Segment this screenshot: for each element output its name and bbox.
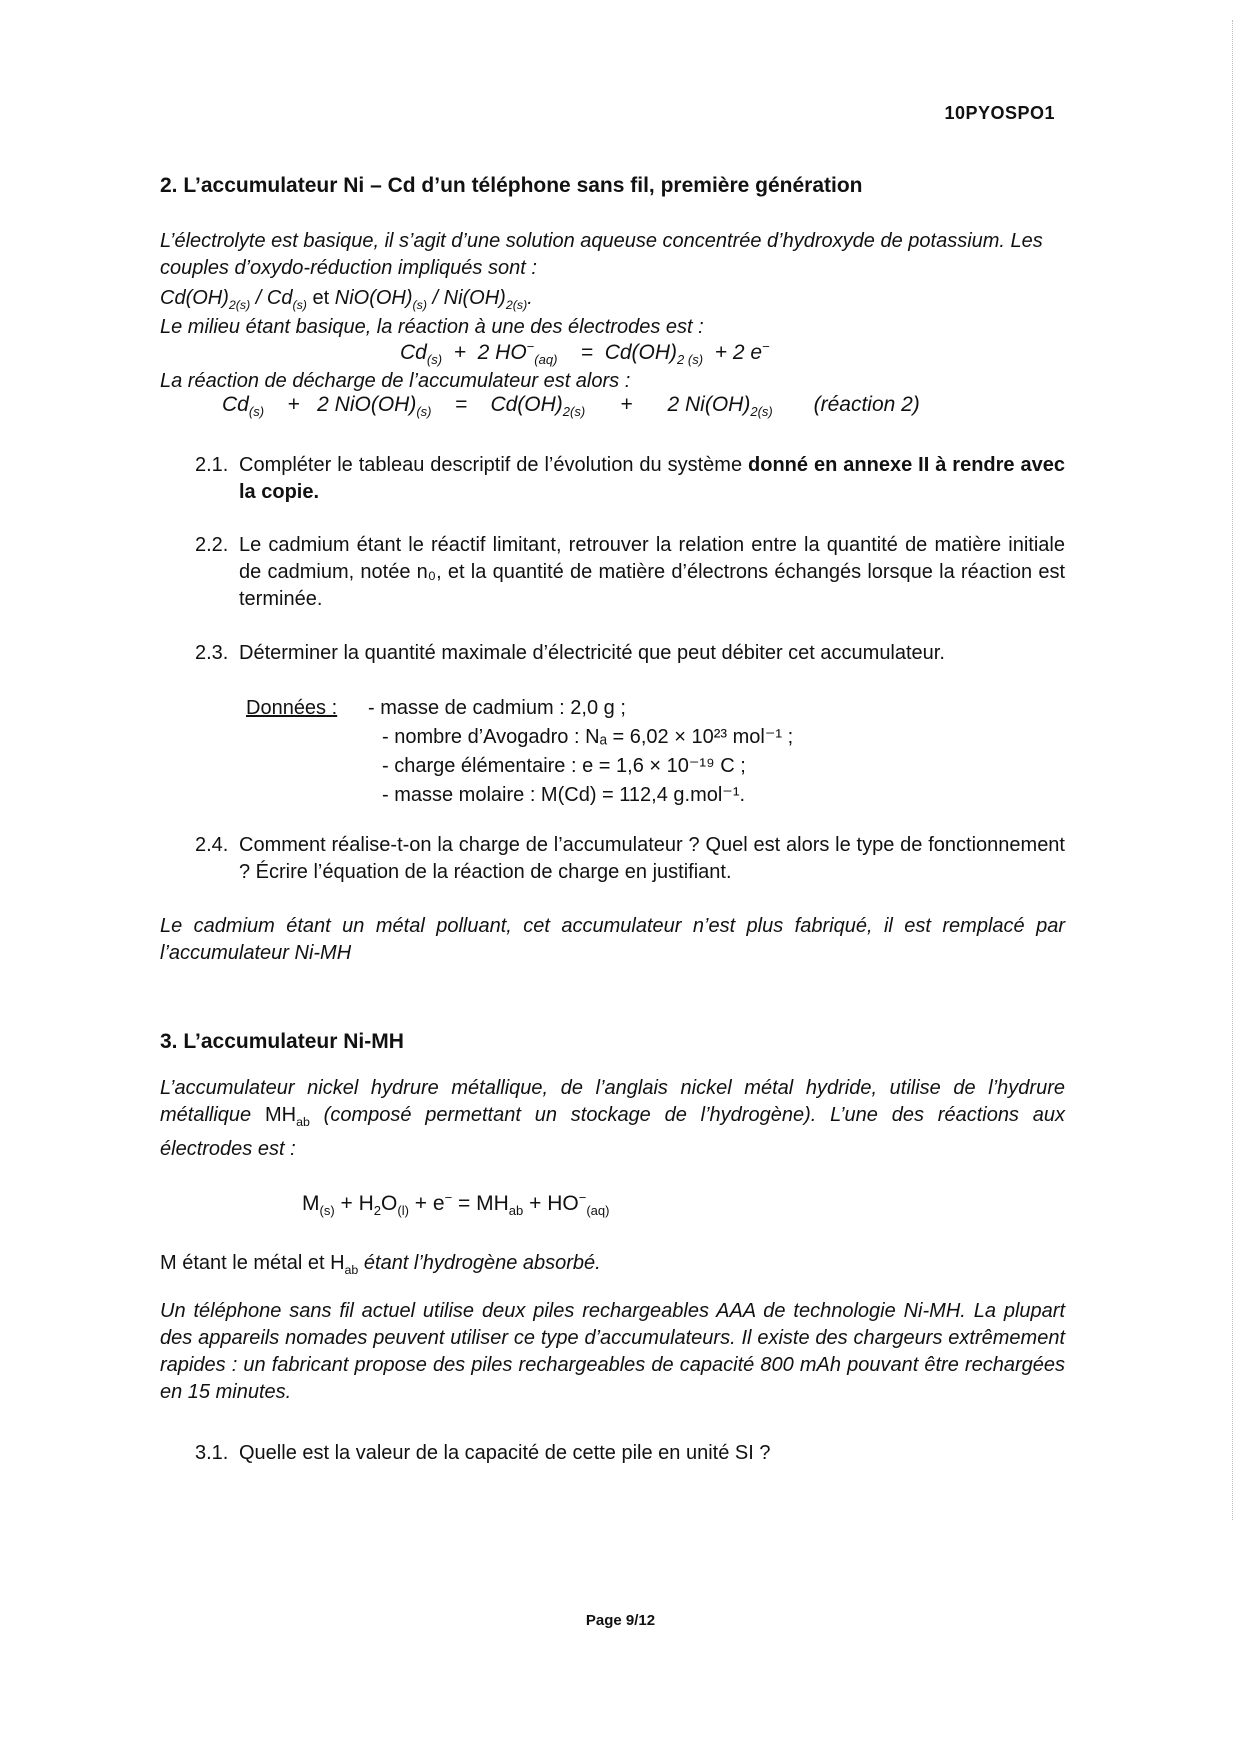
section-3-intro: L’accumulateur nickel hydrure métallique, de l’anglais nickel métal hydride, utilise de l’hydrure métallique $MH_{ab}$ (composé permettant un stockage de l’hydrogène). L’une des réactions aux électrodes est : [160, 1077, 1065, 1160]
document-code: 10PYOSPO1 [944, 103, 1055, 123]
scan-edge-marks [1230, 20, 1233, 1520]
nimh-electrode-equation: $M_{(s)} + H_2O_{(l)} + e^- = MH_{ab} + HO^-_{(aq)}$ [302, 1190, 610, 1219]
discharge-reaction-equation: $Cd_{(s)}$ + 2 $NiO(OH)_{(s)}$ = $Cd(OH)_{2(s)}$ + 2 $Ni(OH)_{2(s)}$ (réaction 2) [222, 393, 920, 420]
question-2-1 [195, 452, 1065, 506]
section-3-phone-paragraph: Un téléphone sans fil actuel utilise deux piles rechargeables AAA de technologie Ni-MH. La plupart des appareils nomades peuvent utiliser ce type d’accumulateurs. Il existe des chargeurs extrêmement rapides : un fabricant propose des piles rechargeables de capacité 800 mAh pouvant être rechargées en 15 minutes. [160, 1300, 1065, 1403]
question-number: 2.3. [195, 642, 229, 664]
question-2-3 [195, 640, 1065, 667]
couples-conjunction: et [312, 287, 330, 309]
m-note-b: étant l’hydrogène absorbé. [358, 1252, 601, 1274]
redox-couples: $Cd(OH)_{2(s)} / Cd_{(s)}$ et $NiO(OH)_{(s)} / Ni(OH)_{2(s)}$. [160, 287, 533, 312]
page-number: Page 9/12 [585, 1612, 656, 1629]
section-2-heading: 2. L’accumulateur Ni – Cd d’un téléphone sans fil, première génération [160, 174, 863, 197]
question-text: Le cadmium étant le réactif limitant, retrouver la relation entre la quantité de matière initiale de cadmium, notée n₀, et la quantité de matière d’électrons échangés lorsque la réaction est terminée. [239, 534, 1065, 610]
question-number: 2.2. [195, 534, 229, 556]
question-2-2 [195, 532, 1065, 613]
discharge-intro: La réaction de décharge de l’accumulateur est alors : [160, 370, 631, 392]
section-3-intro-a: L’accumulateur nickel hydrure métallique, de l’anglais nickel métal hydride, utilise de l’hydrure métallique [160, 1077, 1065, 1126]
donnee-item: - nombre d’Avogadro : Nₐ = 6,02 × 10²³ mol⁻¹ ; [382, 726, 794, 748]
question-text: Compléter le tableau descriptif de l’évolution du système [239, 454, 749, 476]
donnee-item: - masse de cadmium : 2,0 g ; [368, 697, 626, 719]
question-text-bold: donné en annexe II à rendre avec la copie. [239, 454, 1065, 503]
question-text: Comment réalise-t-on la charge de l’accumulateur ? Quel est alors le type de fonctionnement ? Écrire l’équation de la réaction de charge en justifiant. [239, 834, 1065, 883]
m-note: M étant le métal et $H_{ab}$ étant l’hydrogène absorbé. [160, 1252, 601, 1277]
question-text: Déterminer la quantité maximale d’électricité que peut débiter cet accumulateur. [239, 642, 945, 664]
section-3-intro-b: (composé permettant un stockage de l’hydrogène). L’une des réactions aux électrodes est : [160, 1104, 1065, 1160]
reaction-label: (réaction 2) [813, 393, 920, 416]
donnee-item: - charge élémentaire : e = 1,6 × 10⁻¹⁹ C ; [382, 755, 746, 777]
electrode-reaction-equation: $Cd_{(s)} + 2$ $HO^-_{(aq)}$ = $Cd(OH)_{2 (s)} + 2$ e− [400, 339, 770, 368]
question-2-4 [195, 832, 1065, 886]
question-number: 2.4. [195, 834, 229, 856]
donnees-label: Données : [246, 697, 338, 719]
donnee-item: - masse molaire : M(Cd) = 112,4 g.mol⁻¹. [382, 784, 746, 806]
medium-sentence: Le milieu étant basique, la réaction à une des électrodes est : [160, 316, 704, 338]
question-3-1 [195, 1440, 1065, 1467]
question-number: 3.1. [195, 1442, 229, 1464]
section-2-closing: Le cadmium étant un métal polluant, cet accumulateur n’est plus fabriqué, il est remplacé par l’accumulateur Ni-MH [160, 915, 1065, 964]
m-note-a: M étant le métal et [160, 1252, 331, 1274]
question-number: 2.1. [195, 454, 229, 476]
section-2-intro: L’électrolyte est basique, il s’agit d’une solution aqueuse concentrée d’hydroxyde de potassium. Les couples d’oxydo-réduction impliqués sont : [160, 230, 1043, 279]
question-text: Quelle est la valeur de la capacité de cette pile en unité SI ? [239, 1442, 771, 1464]
section-3-heading: 3. L’accumulateur Ni-MH [160, 1030, 404, 1053]
